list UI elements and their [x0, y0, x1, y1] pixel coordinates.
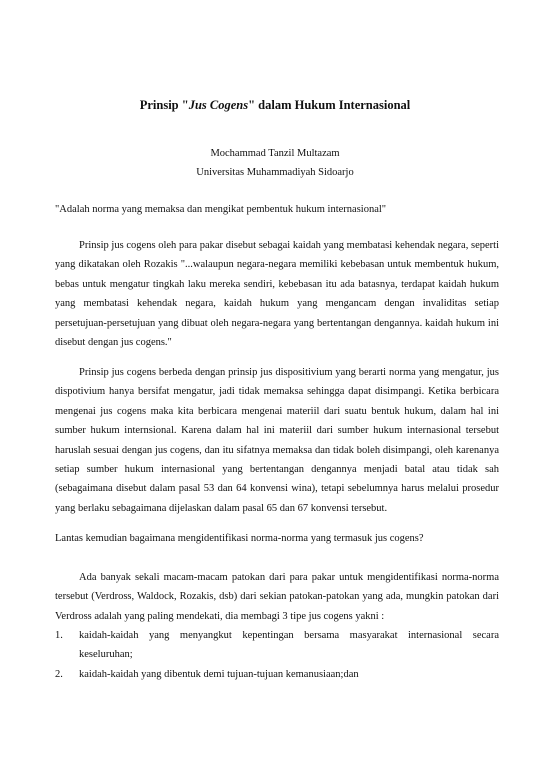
author-block [0, 144, 550, 182]
list-item [55, 665, 499, 684]
author-name: Mochammad Tanzil Multazam [210, 148, 340, 159]
paragraph-3: Ada banyak sekali macam-macam patokan dari para pakar untuk mengidentifikasi norma-norma tersebut (Verdross, Waldock, Rozakis, dsb) dari sekian patokan-patokan yang ada, mungkin patokan dari Verdross adalah yang paling mendekati, dia membagi 3 tipe jus cogens yakni : [55, 572, 499, 622]
epigraph-quote: "Adalah norma yang memaksa dan mengikat pembentuk hukum internasional" [55, 204, 387, 215]
list-item-number: 1. [55, 630, 63, 641]
paragraph-2: Prinsip jus cogens berbeda dengan prinsip jus dispositivium yang berarti norma yang mengatur, jus dispotivium hanya bersifat mengatur, jadi tidak memaksa sehingga dapat disimpangi. Ketika berbicara mengenai jus cogens maka kita berbicara mengenai materiil dari suatu bentuk hukum, dalam hal ini sumber hukum internsional. Karena dalam hal ini materiil dari sumber hukum internasional tersebut haruslah sesuai dengan jus cogens, dan itu sifatnya memaksa dan tidak boleh disimpangi, oleh karenanya setiap sumber hukum internasional yang bertentangan dengannya menjadi batal atau tidak sah (sebagaimana disebut dalam pasal 53 dan 64 konvensi wina), tetapi sebelumnya harus melalui prosedur yang berlaku sebagaimana dijelaskan dalam pasal 65 dan 67 konvensi tersebut. [55, 367, 499, 514]
title-italic: Jus Cogens [188, 98, 249, 112]
author-affiliation: Universitas Muhammadiyah Sidoarjo [196, 167, 354, 178]
document-title [0, 98, 550, 113]
jus-cogens-type-list [55, 626, 499, 684]
list-item-text: kaidah-kaidah yang menyangkut kepentingan bersama masyarakat internasional secara keseluruhan; [79, 630, 499, 661]
paragraph-1: Prinsip jus cogens oleh para pakar disebut sebagai kaidah yang membatasi kehendak negara, seperti yang dikatakan oleh Rozakis "...walaupun negara-negara memiliki kebebasan untuk membentuk hukum, bebas untuk mengatur tingkah laku mereka sendiri, kebebasan itu ada batasnya, terdapat kaidah hukum yang membatasi kehendak negara, kaidah hukum yang mengancam dengan invaliditas setiap persetujuan-persetujuan yang dibuat oleh negara-negara yang bertentangan dengannya. kaidah hukum ini disebut dengan jus cogens." [55, 240, 499, 349]
list-item [55, 626, 499, 665]
title-before: Prinsip " [139, 98, 189, 112]
paragraph-question: Lantas kemudian bagaimana mengidentifikasi norma-norma yang termasuk jus cogens? [55, 533, 424, 544]
list-item-number: 2. [55, 668, 63, 680]
title-after: " dalam Hukum Internasional [248, 98, 411, 112]
list-item-text: kaidah-kaidah yang dibentuk demi tujuan-tujuan kemanusiaan;dan [79, 668, 359, 680]
